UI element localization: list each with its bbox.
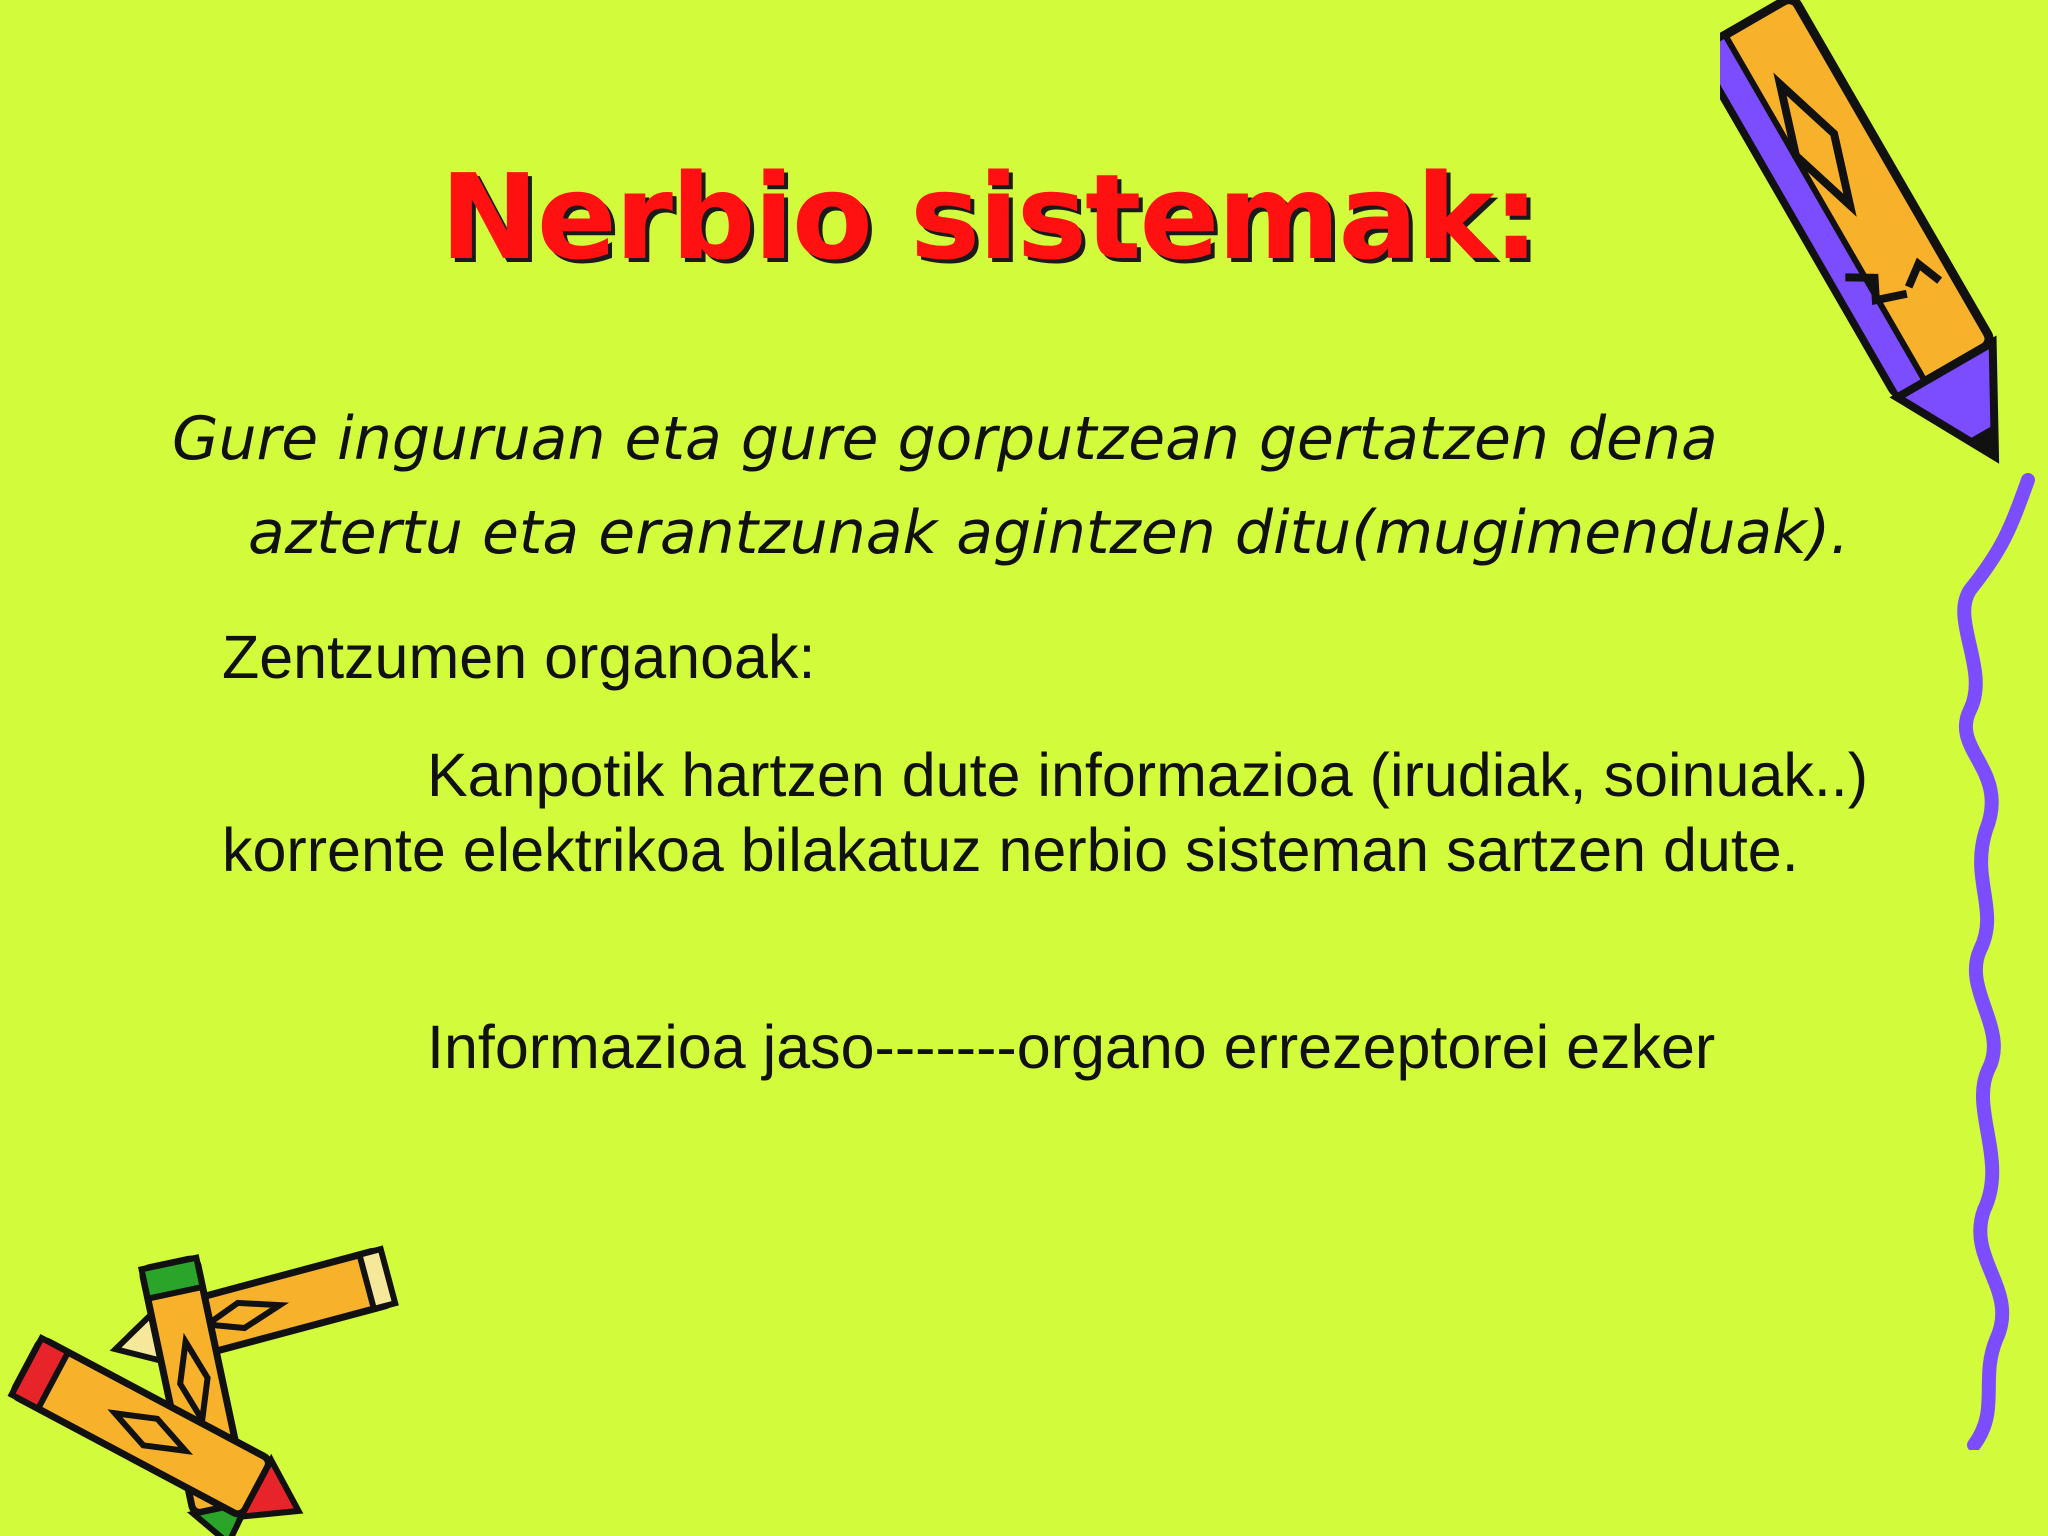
- squiggle-line: [1940, 470, 2048, 1450]
- slide-title: Nerbio sistemak:: [440, 148, 1538, 286]
- pencil-icon: [1720, 0, 2010, 490]
- pencil-icon: [0, 1230, 420, 1536]
- info-line: Informazioa jaso-------organo errezeptorei ezker: [427, 1013, 1716, 1081]
- intro-line-2: aztertu eta erantzunak agintzen ditu(mugimenduak).: [248, 498, 1850, 568]
- intro-paragraph: [172, 392, 1932, 580]
- intro-line-1: Gure inguruan eta gure gorputzean gertatzen dena: [172, 404, 1718, 474]
- senses-heading: Zentzumen organoak:: [222, 623, 816, 691]
- senses-description: Kanpotik hartzen dute informazioa (irudiak, soinuak..) korrente elektrikoa bilakatuz nerbio sisteman sartzen dute.: [222, 741, 1869, 884]
